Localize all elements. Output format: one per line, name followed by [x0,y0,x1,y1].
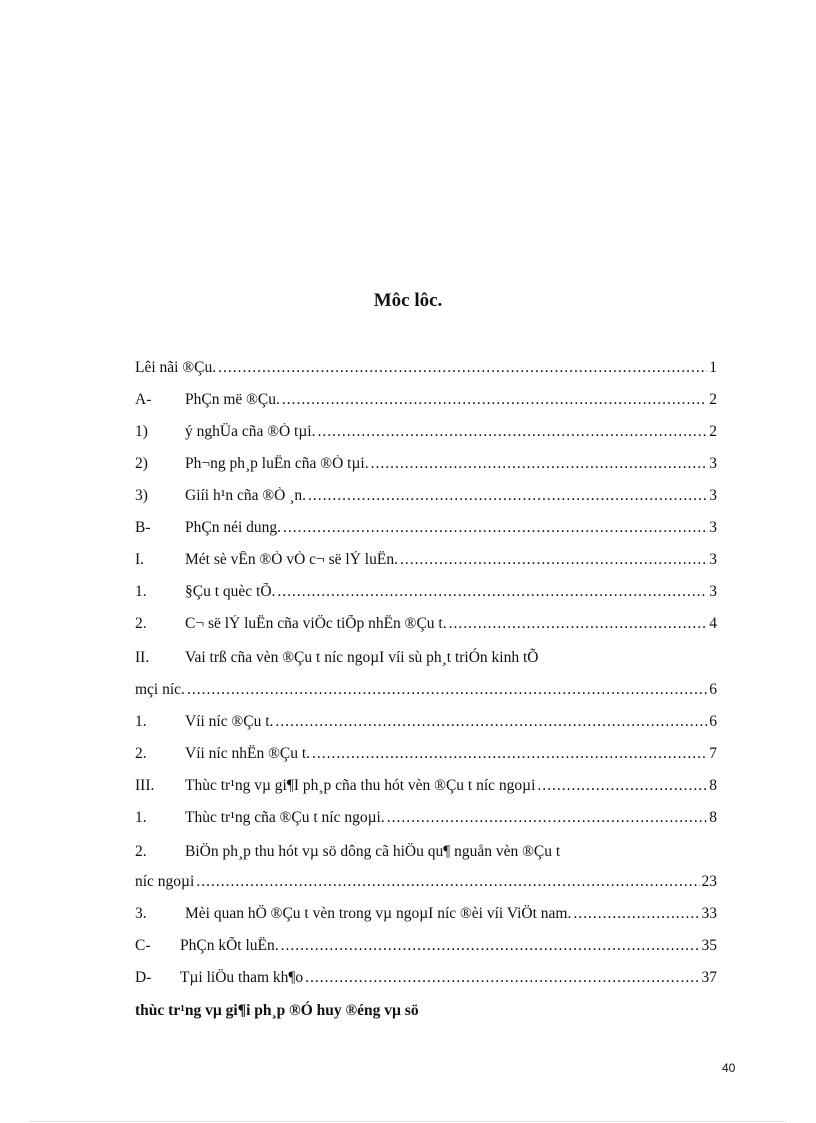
toc-entry-number: 1) [135,423,148,440]
toc-entry [135,423,717,447]
toc-leader [283,519,707,537]
toc-entry-page: 3 [709,551,717,568]
toc-entry-text: PhÇn néi dung. [185,519,282,536]
toc-leader [275,713,707,731]
toc-entry-page: 35 [701,937,717,954]
toc-leader [449,615,708,633]
toc-entry-page: 2 [709,423,717,440]
toc-entry-page: 8 [709,809,717,826]
toc-entry-text: níc ngoµi [135,873,195,890]
toc-entry-text: ý nghÜa cña ®Ò tµi. [185,423,316,440]
toc-leader [400,551,707,569]
toc-entry [135,969,717,993]
toc-leader [305,969,699,987]
toc-entry-text: PhÇn kÕt luËn. [180,937,279,954]
toc-entry-text: Ph¬ng ph¸p luËn cña ®Ò tµi. [185,455,369,472]
toc-entry [135,519,717,543]
toc-entry-text: Giíi h¹n cña ®Ò ¸n. [185,487,307,504]
footer-divider [30,1121,786,1122]
toc-entry-number: 2) [135,455,148,472]
toc-leader [537,777,707,795]
toc-entry-text: mçi níc. [135,681,185,698]
toc-leader [317,423,707,441]
toc-entry [135,487,717,511]
toc-entry-page: 1 [709,359,717,376]
toc-entry-number: 3. [135,905,147,922]
toc-entry-number: 2. [135,745,147,762]
toc-entry-number: 2. [135,843,147,860]
toc-entry [135,777,717,801]
toc-leader [196,873,699,891]
toc-entry-text: Tµi liÖu tham kh¶o [180,969,304,986]
toc-entry [135,713,717,737]
toc-entry-page: 2 [709,391,717,408]
toc-entry-page: 4 [709,615,717,632]
toc-entry-page: 37 [701,969,717,986]
toc-entry [135,455,717,479]
toc-entry-text: BiÖn ph¸p thu hót vµ sö dông cã hiÖu qu¶ nguån vèn ®Çu t [185,843,561,860]
toc-entry-page: 3 [709,455,717,472]
toc-entry [135,809,717,833]
toc-entry-text: C¬ së lÝ luËn cña viÖc tiÕp nhËn ®Çu t. [185,615,447,632]
toc-entry-text: Lêi nãi ®Çu. [135,359,217,376]
toc-leader [308,487,707,505]
toc-entry-heading [135,843,717,861]
toc-entry-text: Vai trß cña vèn ®Çu t níc ngoµI víi sù ph¸t triÓn kinh tÕ [185,649,539,666]
toc-entry-text: Mét sè vÊn ®Ò vÒ c¬ së lÝ luËn. [185,551,398,568]
toc-entry-page: 6 [709,681,717,698]
toc-leader [282,391,707,409]
toc-entry-heading [135,649,717,667]
toc-entry-number: 1. [135,713,147,730]
toc-entry-number: III. [135,777,155,794]
toc-entry-number: A- [135,391,152,408]
toc-entry-page: 23 [701,873,717,890]
toc-leader [281,937,700,955]
toc-entry-number: 1. [135,809,147,826]
toc-entry-page: 6 [709,713,717,730]
toc-entry [135,681,717,705]
toc-entry [135,745,717,769]
toc-entry [135,391,717,415]
toc-entry-number: II. [135,649,150,666]
page-number: 40 [722,1061,736,1075]
toc-entry [135,359,717,383]
toc-entry-number: I. [135,551,145,568]
toc-entry-number: 3) [135,487,148,504]
toc-entry-text: Thùc tr¹ng vµ gi¶I ph¸p cña thu hót vèn ®Çu t níc ngoµi [185,777,536,794]
toc-entry [135,905,717,929]
toc-leader [387,809,708,827]
toc-entry-text: Mèi quan hÖ ®Çu t vèn trong vµ ngoµI níc ®èi víi ViÖt nam. [185,905,572,922]
toc-entry [135,551,717,575]
toc-entry-number: 2. [135,615,147,632]
toc-entry [135,937,717,961]
toc-entry [135,615,717,639]
toc-entry-number: B- [135,519,151,536]
toc-entry-page: 3 [709,487,717,504]
toc-entry-page: 33 [701,905,717,922]
toc-entry-text: Thùc tr¹ng cña ®Çu t níc ngoµi. [185,809,385,826]
toc-entry-page: 7 [709,745,717,762]
toc-entry-page: 3 [709,519,717,536]
toc-entry-number: D- [135,969,152,986]
toc-entry-text: Víi níc nhËn ®Çu t. [185,745,311,762]
toc-entry [135,873,717,897]
toc-entry-text: Víi níc ®Çu t. [185,713,274,730]
toc-leader [371,455,708,473]
toc-entry-number: C- [135,937,151,954]
toc-leader [187,681,707,699]
toc-leader [573,905,699,923]
toc-entry-page: 3 [709,583,717,600]
toc-leader [277,583,707,601]
toc-leader [218,359,707,377]
toc-entry-text: PhÇn më ®Çu. [185,391,280,408]
page-title: Môc lôc. [373,290,443,311]
toc-entry-page: 8 [709,777,717,794]
toc-entry-text: §Çu t quèc tÕ. [185,583,276,600]
toc-leader [312,745,707,763]
toc-entry-number: 1. [135,583,147,600]
closing-heading: thùc tr¹ng vµ gi¶i ph¸p ®Ó huy ®éng vµ sö [135,1002,419,1019]
toc-entry [135,583,717,607]
